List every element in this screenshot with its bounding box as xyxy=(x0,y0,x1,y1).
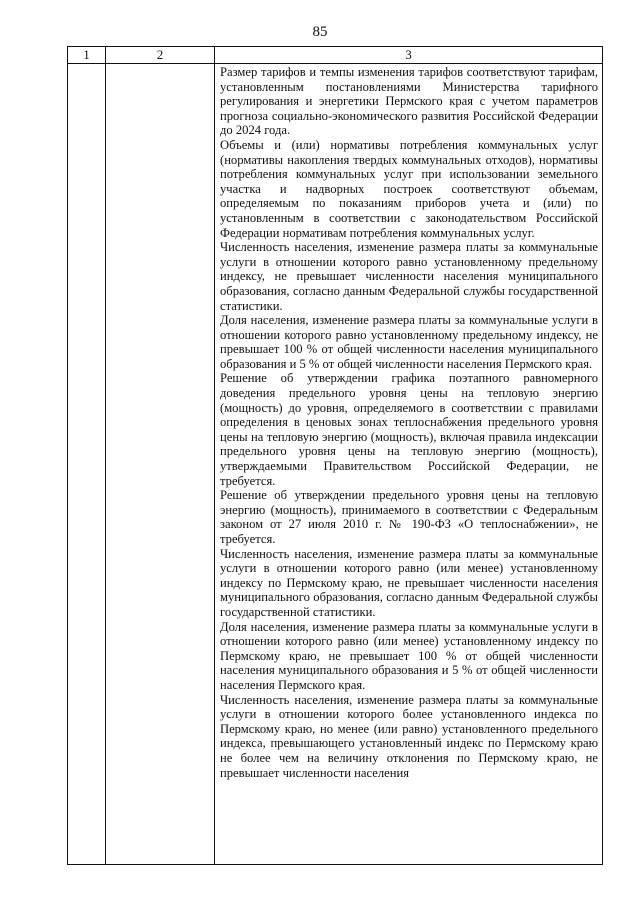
cell-col-2 xyxy=(106,64,215,865)
paragraph: Численность населения, изменение размера платы за коммунальные услуги в отношении которого более установленного индекса по Пермскому краю, но менее (или равно) установленного предельного индекса, превышающего установленный индекс по Пермскому краю не более чем на величину отклонения по Пермскому краю, не превышает численности населения xyxy=(220,692,598,780)
paragraph: Численность населения, изменение размера платы за коммунальные услуги в отношении которого равно (или менее) установленному индексу по Пермскому краю, не превышает численности населения муниципального образования, согласно данным Федеральной службы государственной статистики. xyxy=(220,546,598,619)
cell-col-1 xyxy=(68,64,106,865)
paragraph: Решение об утверждении графика поэтапного равномерного доведения предельного уровня цены на тепловую энергию (мощность) до уровня, определяемого в соответствии с правилами определения в ценовых зонах теплоснабжения предельного уровня цены на тепловую энергию (мощность), включая правила индексации предельного уровня цены на тепловую энергию (мощность), утверждаемыми Правительством Российской Федерации, не требуется. xyxy=(220,371,598,488)
paragraph: Доля населения, изменение размера платы за коммунальные услуги в отношении которого равно (или менее) установленному индексу по Пермскому краю, не превышает 100 % от общей численности населения муниципального образования и 5 % от общей численности населения Пермского края. xyxy=(220,619,598,692)
table-row xyxy=(68,64,603,865)
paragraph: Решение об утверждении предельного уровня цены на тепловую энергию (мощность), принимаемого в соответствии с Федеральным законом от 27 июля 2010 г. № 190-ФЗ «О теплоснабжении», не требуется. xyxy=(220,488,598,546)
column-header-2: 2 xyxy=(106,47,215,64)
column-header-1: 1 xyxy=(68,47,106,64)
column-header-3: 3 xyxy=(215,47,603,64)
document-table xyxy=(67,46,603,865)
page-number: 85 xyxy=(312,24,328,40)
paragraph: Объемы и (или) нормативы потребления коммунальных услуг (нормативы накопления твердых коммунальных отходов), нормативы потребления коммунальных услуг при использовании земельного участка и надворных построек соответствуют объемам, определяемым по показаниям приборов учета и (или) по установленным в соответствии с законодательством Российской Федерации нормативам потребления коммунальных услуг. xyxy=(220,137,598,240)
cell-text xyxy=(215,64,602,780)
table-header-row xyxy=(68,47,603,64)
cell-col-3 xyxy=(215,64,603,865)
paragraph: Численность населения, изменение размера платы за коммунальные услуги в отношении которого равно установленному предельному индексу, не превышает численности населения муниципального образования, согласно данным Федеральной службы государственной статистики. xyxy=(220,240,598,313)
paragraph: Доля населения, изменение размера платы за коммунальные услуги в отношении которого равно установленному предельному индексу, не превышает 100 % от общей численности населения муниципального образования и 5 % от общей численности населения Пермского края. xyxy=(220,313,598,371)
paragraph: Размер тарифов и темпы изменения тарифов соответствуют тарифам, установленным постановлениями Министерства тарифного регулирования и энергетики Пермского края с учетом параметров прогноза социально-экономического развития Российской Федерации до 2024 года. xyxy=(220,65,598,138)
